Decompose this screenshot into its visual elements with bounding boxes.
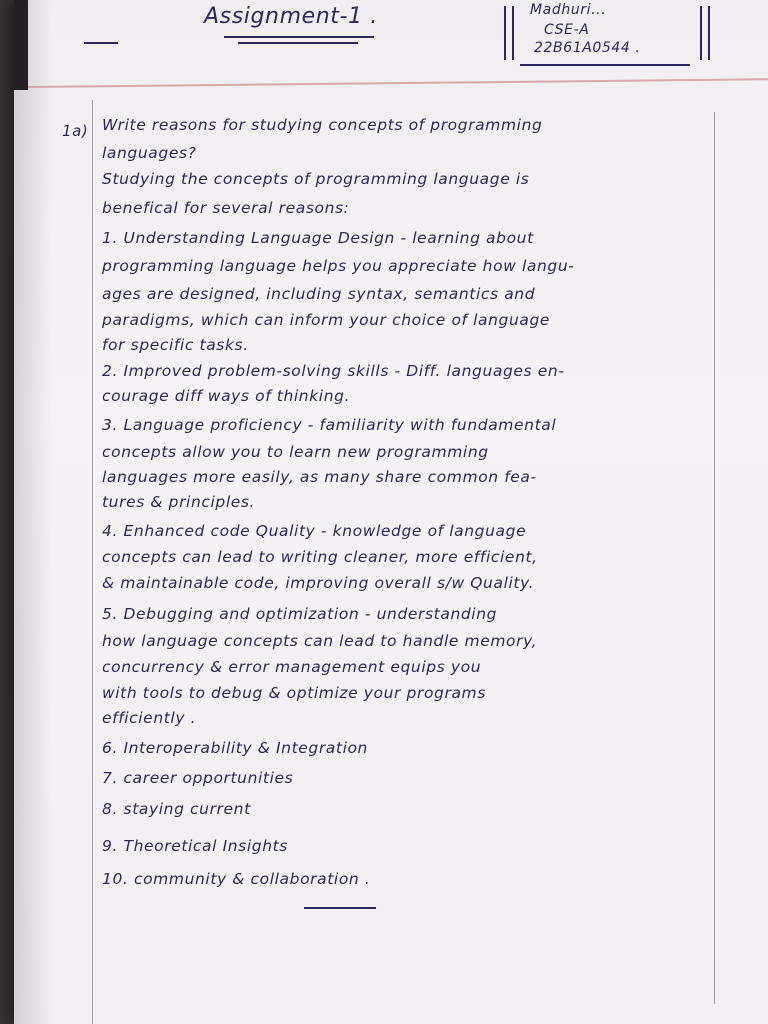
answer-line: paradigms, which can inform your choice of language <box>102 311 551 329</box>
student-name: Madhuri... <box>530 2 607 18</box>
end-of-answer-rule <box>304 907 376 909</box>
student-id-box <box>504 0 716 66</box>
answer-line: concepts can lead to writing cleaner, more efficient, <box>102 548 538 566</box>
answer-line: how language concepts can lead to handle memory, <box>102 632 538 650</box>
answer-line: 1. Understanding Language Design - learning about <box>102 229 534 247</box>
question-line: Write reasons for studying concepts of programming <box>102 116 543 134</box>
margin-line <box>92 100 93 1024</box>
notebook-page <box>14 0 768 1024</box>
question-number: 1a) <box>62 122 89 140</box>
student-class: CSE-A <box>544 22 590 38</box>
id-box-right-bar-2 <box>708 6 710 60</box>
title-underline-1 <box>224 36 374 38</box>
answer-line: & maintainable code, improving overall s/w Quality. <box>102 574 535 592</box>
answer-line: 6. Interoperability & Integration <box>102 739 368 757</box>
answer-line: with tools to debug & optimize your programs <box>102 684 486 702</box>
answer-line: Studying the concepts of programming language is <box>102 170 530 188</box>
header-rule <box>28 78 768 88</box>
answer-line: 2. Improved problem-solving skills - Diff. languages en- <box>102 362 565 380</box>
student-roll-number: 22B61A0544 . <box>534 40 641 56</box>
answer-line: 10. community & collaboration . <box>102 870 371 888</box>
answer-line: tures & principles. <box>102 493 256 511</box>
answer-line: programming language helps you appreciate how langu- <box>102 257 575 275</box>
answer-line: courage diff ways of thinking. <box>102 387 351 405</box>
title-underline-2 <box>238 42 358 44</box>
answer-line: 7. career opportunities <box>102 769 294 787</box>
id-box-underline <box>520 64 690 66</box>
right-margin-line <box>714 112 715 1004</box>
assignment-title: Assignment-1 . <box>204 4 378 29</box>
id-box-left-bar <box>504 6 506 60</box>
id-box-right-bar <box>700 6 702 60</box>
answer-line: 4. Enhanced code Quality - knowledge of language <box>102 522 527 540</box>
answer-line: concurrency & error management equips you <box>102 658 482 676</box>
answer-line: benefical for several reasons: <box>102 199 350 217</box>
answer-line: for specific tasks. <box>102 336 249 354</box>
answer-line: 5. Debugging and optimization - understanding <box>102 605 498 623</box>
answer-line: ages are designed, including syntax, semantics and <box>102 285 536 303</box>
answer-line: concepts allow you to learn new programming <box>102 443 489 461</box>
header-tick-mark <box>84 42 118 44</box>
answer-line: 9. Theoretical Insights <box>102 837 288 855</box>
answer-line: 3. Language proficiency - familiarity with fundamental <box>102 416 557 434</box>
question-line: languages? <box>102 144 197 162</box>
id-box-left-bar-2 <box>512 6 514 60</box>
page-corner-shadow <box>14 0 28 90</box>
answer-line: 8. staying current <box>102 800 251 818</box>
answer-line: languages more easily, as many share common fea- <box>102 468 537 486</box>
answer-line: efficiently . <box>102 709 197 727</box>
